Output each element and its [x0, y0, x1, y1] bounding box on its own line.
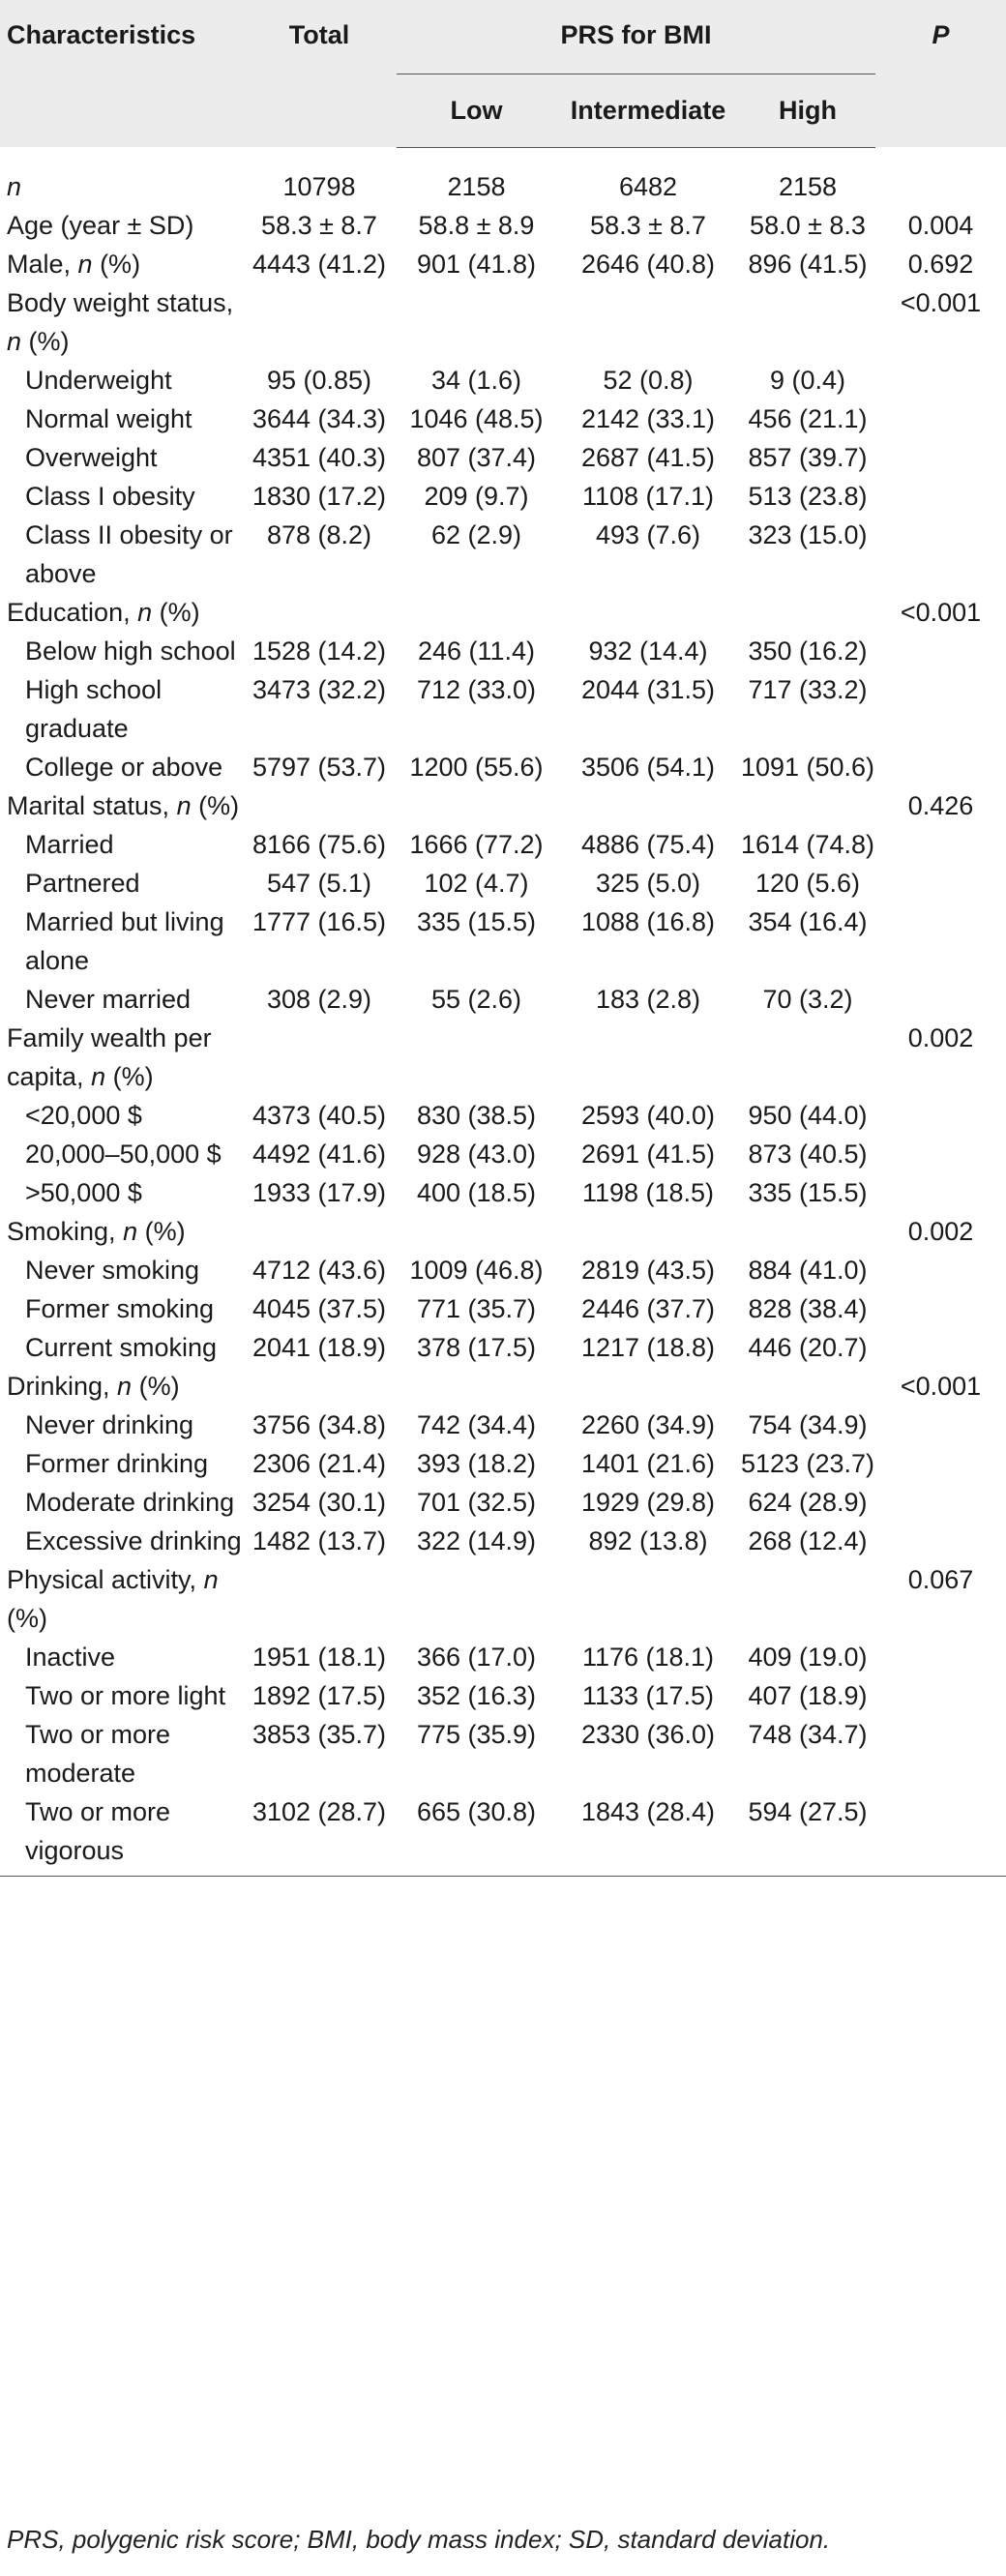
table-row [0, 283, 1006, 361]
header-intermediate: Intermediate [556, 74, 740, 147]
cell-total: 878 (8.2) [266, 519, 372, 549]
cell-low: 400 (18.5) [416, 1177, 537, 1207]
cell-intermediate [556, 1212, 740, 1251]
table-row [0, 1406, 1006, 1444]
cell-p [875, 1444, 1006, 1483]
row-label: Former smoking [25, 1293, 215, 1323]
cell-low: 335 (15.5) [416, 906, 537, 936]
cell-high [740, 786, 875, 825]
cell-low: 2158 [447, 171, 506, 201]
cell-high: 9 (0.4) [769, 365, 846, 395]
cell-intermediate: 2446 (37.7) [580, 1293, 716, 1323]
cell-low: 1666 (77.2) [409, 829, 544, 859]
cell-low: 807 (37.4) [416, 442, 537, 472]
cell-intermediate: 1217 (18.8) [580, 1332, 716, 1362]
header-p: P [932, 20, 950, 49]
cell-total: 3254 (30.1) [252, 1487, 387, 1517]
cell-p [875, 1483, 1006, 1522]
cell-high: 896 (41.5) [748, 249, 868, 279]
cell-low [397, 593, 556, 632]
cell-high: 354 (16.4) [748, 906, 868, 936]
cell-low: 378 (17.5) [416, 1332, 537, 1362]
table-row [0, 477, 1006, 516]
cell-low: 102 (4.7) [424, 868, 529, 898]
cell-total: 1482 (13.7) [252, 1525, 387, 1555]
row-label: High school graduate [25, 674, 163, 743]
cell-total: 5797 (53.7) [252, 752, 387, 782]
row-label: Married but living alone [25, 906, 224, 975]
cell-p [875, 400, 1006, 438]
cell-high [740, 1560, 875, 1638]
cell-p [875, 825, 1006, 864]
row-label: Education, n (%) [7, 597, 200, 627]
cell-intermediate: 1176 (18.1) [581, 1642, 715, 1672]
header-characteristics: Characteristics [7, 20, 196, 49]
cell-intermediate: 2691 (41.5) [580, 1139, 716, 1169]
cell-total: 4443 (41.2) [252, 249, 387, 279]
cell-low: 701 (32.5) [416, 1487, 537, 1517]
row-label: >50,000 $ [25, 1177, 142, 1207]
cell-total [242, 1212, 397, 1251]
table-footnote: PRS, polygenic risk score; BMI, body mass index; SD, standard deviation. [7, 2525, 831, 2554]
cell-p [875, 1251, 1006, 1289]
row-label: College or above [25, 752, 223, 782]
cell-low: 928 (43.0) [416, 1139, 537, 1169]
table-row [0, 632, 1006, 670]
table-row [0, 516, 1006, 593]
cell-low [397, 786, 556, 825]
table-row [0, 980, 1006, 1019]
cell-p [875, 903, 1006, 980]
row-label: Underweight [25, 365, 172, 395]
cell-total: 4351 (40.3) [252, 442, 387, 472]
row-label: Inactive [25, 1642, 116, 1672]
cell-total: 8166 (75.6) [252, 829, 387, 859]
cell-high: 748 (34.7) [748, 1719, 868, 1749]
row-label: 20,000–50,000 $ [25, 1139, 222, 1169]
cell-high: 268 (12.4) [748, 1525, 868, 1555]
table-row [0, 1019, 1006, 1096]
cell-total: 1830 (17.2) [252, 481, 387, 511]
cell-high [740, 1019, 875, 1096]
cell-total: 3756 (34.8) [252, 1409, 387, 1439]
cell-low [397, 1367, 556, 1406]
cell-intermediate: 2044 (31.5) [580, 674, 716, 704]
cell-low [397, 1212, 556, 1251]
row-label: Excessive drinking [25, 1525, 242, 1555]
cell-low: 58.8 ± 8.9 [418, 210, 535, 240]
table-row [0, 1328, 1006, 1367]
table-row [0, 903, 1006, 980]
cell-total: 4492 (41.6) [252, 1139, 387, 1169]
cell-low [397, 1019, 556, 1096]
cell-total: 308 (2.9) [266, 984, 372, 1014]
row-label: Current smoking [25, 1332, 218, 1362]
cell-low: 742 (34.4) [416, 1409, 537, 1439]
cell-low: 1200 (55.6) [409, 752, 544, 782]
table-row [0, 438, 1006, 477]
table-row [0, 1173, 1006, 1212]
row-label: Smoking, n (%) [7, 1216, 186, 1246]
cell-high: 717 (33.2) [748, 674, 868, 704]
header-high: High [740, 74, 875, 147]
row-label: Class II obesity or above [25, 519, 233, 588]
cell-high: 409 (19.0) [748, 1642, 868, 1672]
cell-intermediate: 4886 (75.4) [580, 829, 716, 859]
table-row [0, 1212, 1006, 1251]
cell-low: 55 (2.6) [430, 984, 522, 1014]
cell-intermediate: 2819 (43.5) [580, 1255, 716, 1285]
cell-p [875, 632, 1006, 670]
row-label: Body weight status, n (%) [7, 287, 234, 356]
cell-p [875, 980, 1006, 1019]
cell-intermediate: 1401 (21.6) [580, 1448, 716, 1478]
cell-total: 1528 (14.2) [252, 636, 387, 666]
cell-total [242, 1367, 397, 1406]
cell-p [875, 1638, 1006, 1676]
cell-high: 407 (18.9) [748, 1680, 868, 1710]
cell-intermediate [556, 593, 740, 632]
row-label: Overweight [25, 442, 158, 472]
cell-low: 1046 (48.5) [409, 403, 544, 433]
table-row [0, 786, 1006, 825]
cell-high: 58.0 ± 8.3 [750, 210, 866, 240]
table-row [0, 1483, 1006, 1522]
cell-p: <0.001 [900, 287, 982, 317]
cell-intermediate: 183 (2.8) [595, 984, 701, 1014]
cell-total: 4712 (43.6) [252, 1255, 387, 1285]
row-label: Moderate drinking [25, 1487, 235, 1517]
cell-intermediate: 6482 [618, 171, 678, 201]
cell-total: 95 (0.85) [266, 365, 372, 395]
cell-p [875, 516, 1006, 593]
cell-p [875, 1096, 1006, 1135]
table-row [0, 1560, 1006, 1638]
cell-total: 1933 (17.9) [252, 1177, 387, 1207]
row-label: Partnered [25, 868, 140, 898]
cell-high: 70 (3.2) [762, 984, 853, 1014]
table-row [0, 167, 1006, 206]
cell-low: 901 (41.8) [416, 249, 537, 279]
cell-intermediate: 2260 (34.9) [580, 1409, 716, 1439]
cell-low: 366 (17.0) [416, 1642, 537, 1672]
table-row [0, 206, 1006, 245]
cell-total: 3102 (28.7) [242, 1792, 397, 1877]
cell-intermediate: 2593 (40.0) [580, 1100, 716, 1130]
cell-low: 322 (14.9) [416, 1525, 537, 1555]
cell-total: 2306 (21.4) [252, 1448, 387, 1478]
table-row [0, 245, 1006, 283]
cell-p: 0.002 [907, 1216, 974, 1246]
cell-low: 246 (11.4) [417, 636, 536, 666]
cell-intermediate: 2142 (33.1) [580, 403, 716, 433]
cell-intermediate: 1133 (17.5) [581, 1680, 715, 1710]
cell-p [875, 477, 1006, 516]
cell-intermediate: 58.3 ± 8.7 [590, 210, 706, 240]
cell-p: 0.426 [907, 790, 974, 820]
cell-high: 873 (40.5) [748, 1139, 868, 1169]
cell-p: 0.067 [907, 1564, 974, 1594]
row-label: Two or more vigorous [0, 1792, 242, 1877]
cell-p [875, 1173, 1006, 1212]
cell-high: 950 (44.0) [748, 1100, 868, 1130]
table-row [0, 1638, 1006, 1676]
cell-total: 4045 (37.5) [252, 1293, 387, 1323]
cell-intermediate: 892 (13.8) [588, 1525, 708, 1555]
table-row [0, 670, 1006, 748]
cell-high [740, 1367, 875, 1406]
cell-total: 3853 (35.7) [252, 1719, 387, 1749]
cell-p [875, 1522, 1006, 1560]
cell-high: 2158 [778, 171, 838, 201]
cell-total [242, 1019, 397, 1096]
cell-p: 0.692 [907, 249, 974, 279]
row-label: Age (year ± SD) [7, 210, 194, 240]
cell-high [740, 1212, 875, 1251]
cell-intermediate: 2687 (41.5) [580, 442, 716, 472]
row-label: Family wealth per capita, n (%) [7, 1022, 212, 1091]
cell-p: 0.004 [907, 210, 974, 240]
cell-low: 352 (16.3) [416, 1680, 537, 1710]
cell-intermediate [556, 1560, 740, 1638]
cell-p [875, 1289, 1006, 1328]
cell-high: 754 (34.9) [748, 1409, 868, 1439]
row-label: Physical activity, n (%) [7, 1564, 219, 1633]
cell-total: 10798 [282, 171, 356, 201]
cell-p [875, 167, 1006, 206]
table-row [0, 1289, 1006, 1328]
header-total: Total [288, 20, 350, 49]
table-row [0, 1792, 1006, 1877]
table-row [0, 400, 1006, 438]
cell-total: 4373 (40.5) [252, 1100, 387, 1130]
table-body [0, 147, 1006, 1876]
table-row [0, 593, 1006, 632]
row-label: n [7, 171, 22, 201]
cell-total [242, 786, 397, 825]
cell-p [875, 1406, 1006, 1444]
cell-low: 62 (2.9) [430, 519, 522, 549]
cell-total: 3644 (34.3) [252, 403, 387, 433]
cell-high: 884 (41.0) [748, 1255, 868, 1285]
table-row [0, 1251, 1006, 1289]
cell-low: 1009 (46.8) [409, 1255, 544, 1285]
cell-p: <0.001 [900, 597, 982, 627]
table-row [0, 1715, 1006, 1792]
cell-total: 1777 (16.5) [252, 906, 387, 936]
table-row [0, 1367, 1006, 1406]
row-label: Two or more moderate [25, 1719, 171, 1788]
cell-total: 3473 (32.2) [252, 674, 387, 704]
cell-intermediate: 3506 (54.1) [580, 752, 716, 782]
cell-intermediate: 325 (5.0) [595, 868, 701, 898]
cell-low [397, 1560, 556, 1638]
cell-total: 1892 (17.5) [252, 1680, 387, 1710]
row-label: Never smoking [25, 1255, 200, 1285]
cell-high: 1091 (50.6) [740, 752, 875, 782]
cell-low: 712 (33.0) [416, 674, 537, 704]
cell-high [740, 593, 875, 632]
cell-intermediate [556, 786, 740, 825]
cell-intermediate [556, 1367, 740, 1406]
row-label: Two or more light [25, 1680, 226, 1710]
cell-intermediate: 932 (14.4) [588, 636, 708, 666]
table-row [0, 1135, 1006, 1173]
cell-p [875, 438, 1006, 477]
cell-high: 446 (20.7) [748, 1332, 868, 1362]
cell-total [242, 593, 397, 632]
cell-low: 209 (9.7) [424, 481, 529, 511]
cell-p: 0.002 [907, 1022, 974, 1052]
cell-low: 775 (35.9) [416, 1719, 537, 1749]
cell-high: 857 (39.7) [748, 442, 868, 472]
cell-intermediate: 1198 (18.5) [581, 1177, 715, 1207]
table-row [0, 825, 1006, 864]
cell-high: 120 (5.6) [754, 868, 861, 898]
table-row [0, 1522, 1006, 1560]
row-label: Marital status, n (%) [7, 790, 240, 820]
cell-intermediate: 1929 (29.8) [580, 1487, 716, 1517]
row-label: Never married [25, 984, 192, 1014]
row-label: Normal weight [25, 403, 192, 433]
cell-low [397, 283, 556, 361]
cell-p [875, 748, 1006, 786]
cell-low: 830 (38.5) [416, 1100, 537, 1130]
cell-intermediate: 52 (0.8) [603, 365, 694, 395]
cell-p [875, 670, 1006, 748]
cell-total: 2041 (18.9) [252, 1332, 387, 1362]
cell-high: 323 (15.0) [748, 519, 868, 549]
cell-p [875, 361, 1006, 400]
cell-intermediate: 2330 (36.0) [580, 1719, 716, 1749]
cell-intermediate: 1088 (16.8) [580, 906, 716, 936]
cell-intermediate: 1843 (28.4) [556, 1792, 740, 1877]
cell-high: 335 (15.5) [748, 1177, 868, 1207]
row-label: Below high school [25, 636, 236, 666]
cell-total: 547 (5.1) [266, 868, 372, 898]
cell-high: 594 (27.5) [740, 1792, 875, 1877]
cell-p [875, 864, 1006, 903]
cell-p [875, 1676, 1006, 1715]
table-row [0, 361, 1006, 400]
cell-low: 771 (35.7) [416, 1293, 537, 1323]
cell-intermediate: 1108 (17.1) [581, 481, 715, 511]
row-label: Never drinking [25, 1409, 194, 1439]
cell-high: 513 (23.8) [748, 481, 868, 511]
table-row [0, 1444, 1006, 1483]
cell-high: 828 (38.4) [748, 1293, 868, 1323]
cell-total [242, 283, 397, 361]
cell-high: 1614 (74.8) [740, 829, 875, 859]
table-row [0, 1096, 1006, 1135]
cell-high: 624 (28.9) [748, 1487, 868, 1517]
header-prs-group: PRS for BMI [397, 0, 875, 74]
cell-p [875, 1328, 1006, 1367]
cell-intermediate [556, 283, 740, 361]
cell-low: 665 (30.8) [397, 1792, 556, 1877]
cell-low: 393 (18.2) [416, 1448, 537, 1478]
table-row [0, 864, 1006, 903]
cell-low: 34 (1.6) [430, 365, 522, 395]
cell-p: <0.001 [900, 1371, 982, 1401]
row-label: Class I obesity [25, 481, 195, 511]
cell-total: 58.3 ± 8.7 [261, 210, 377, 240]
table-row [0, 748, 1006, 786]
cell-p [875, 1135, 1006, 1173]
cell-p [875, 1792, 1006, 1877]
cell-high: 5123 (23.7) [740, 1448, 875, 1478]
row-label: Married [25, 829, 114, 859]
cell-high: 350 (16.2) [748, 636, 868, 666]
cell-intermediate: 2646 (40.8) [580, 249, 716, 279]
cell-high: 456 (21.1) [748, 403, 868, 433]
cell-high [740, 283, 875, 361]
row-label: Drinking, n (%) [7, 1371, 180, 1401]
cell-total: 1951 (18.1) [252, 1642, 387, 1672]
cell-p [875, 1715, 1006, 1792]
row-label: Former drinking [25, 1448, 209, 1478]
header-low: Low [397, 74, 556, 147]
row-label: Male, n (%) [7, 249, 141, 279]
row-label: <20,000 $ [25, 1100, 142, 1130]
cell-total [242, 1560, 397, 1638]
cell-intermediate [556, 1019, 740, 1096]
cell-intermediate: 493 (7.6) [595, 519, 701, 549]
table-row [0, 1676, 1006, 1715]
